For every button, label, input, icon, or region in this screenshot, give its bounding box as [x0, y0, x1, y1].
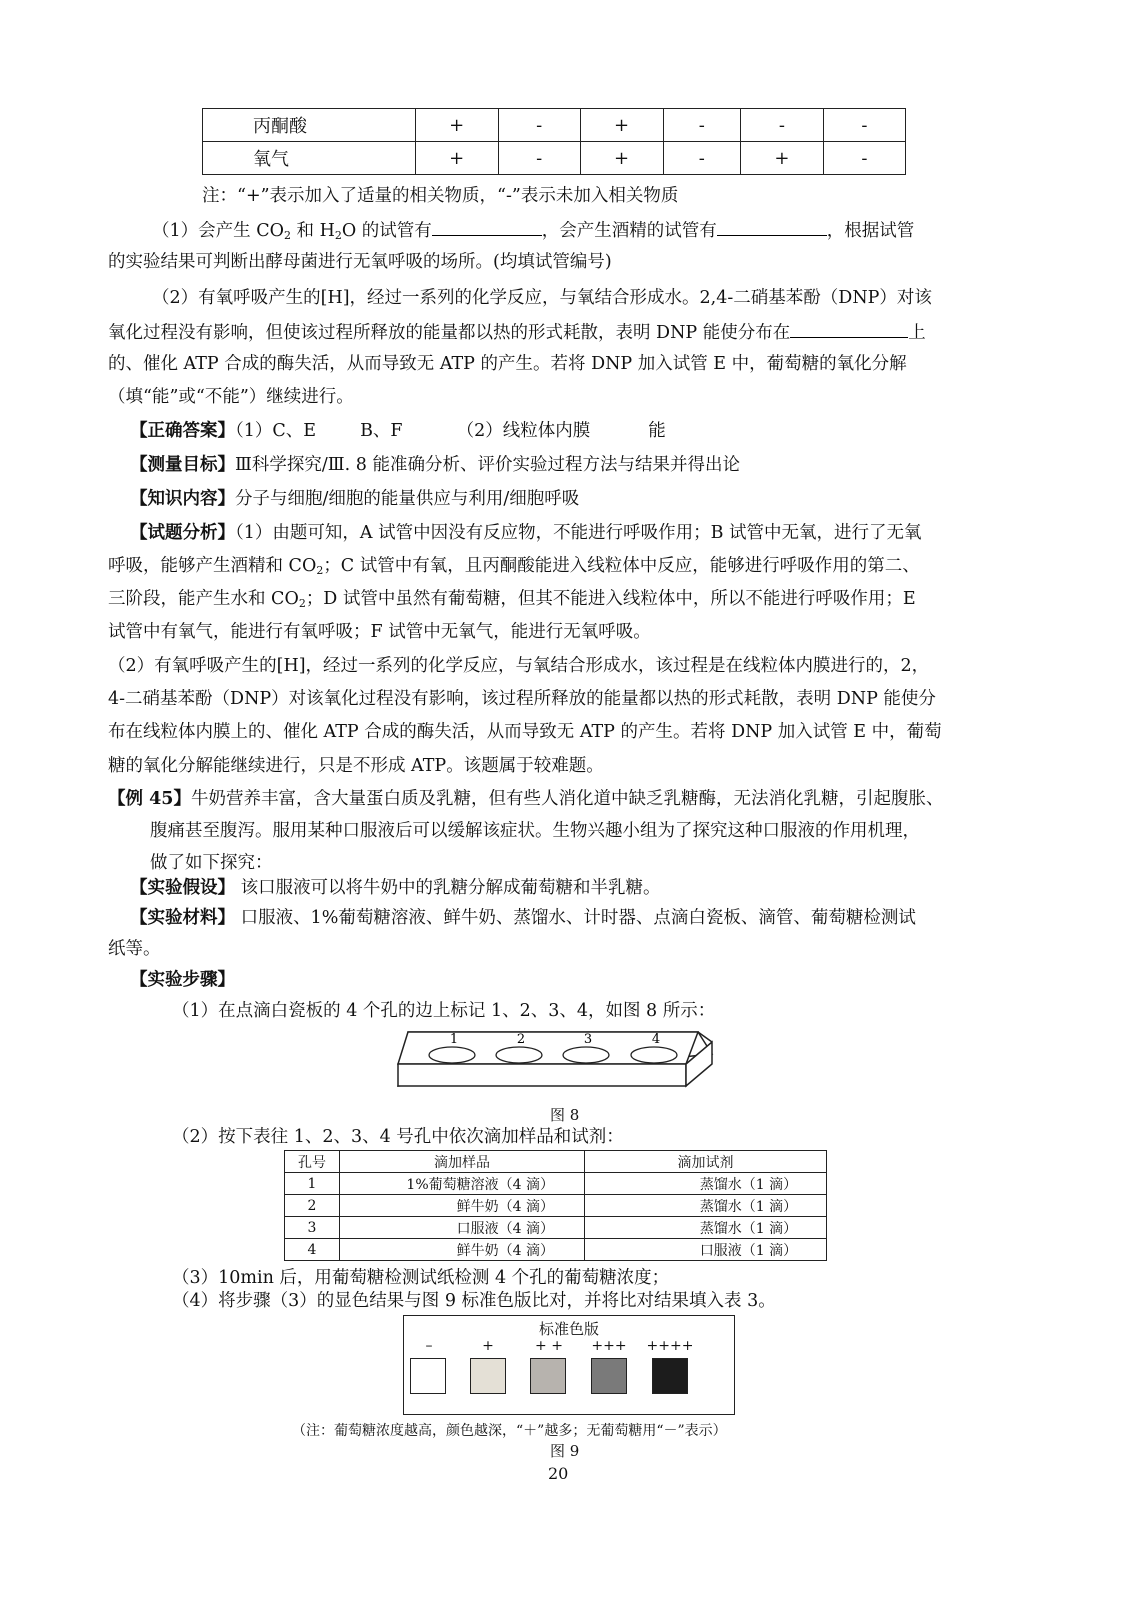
- reagent-table: [202, 108, 906, 175]
- steps-heading: 【实验步骤】: [130, 970, 235, 990]
- level-label: +: [482, 1338, 494, 1354]
- table-row: 氧气 + - + - + -: [203, 142, 906, 175]
- question-1-line-2: 的实验结果可判断出酵母菌进行无氧呼吸的场所。(均填试管编号): [108, 252, 612, 272]
- question-2-line-3: 的、催化 ATP 合成的酶失活，从而导致无 ATP 的产生。若将 DNP 加入试管 E 中，葡萄糖的氧化分解: [108, 354, 907, 374]
- step-2: （2）按下表往 1、2、3、4 号孔中依次滴加样品和试剂：: [172, 1127, 624, 1147]
- analysis-line-3: 三阶段，能产生水和 $CO_2$；D 试管中虽然有葡萄糖，但其不能进入线粒体中，所以不能进行呼吸作用；E: [108, 589, 916, 610]
- table-row: 3 口服液（4 滴） 蒸馏水（1 滴）: [285, 1217, 827, 1239]
- figure-9-caption: 图 9: [550, 1442, 580, 1460]
- table-row: 1 1%葡萄糖溶液（4 滴） 蒸馏水（1 滴）: [285, 1173, 827, 1195]
- knowledge-content: 【知识内容】分子与细胞/细胞的能量供应与利用/细胞呼吸: [130, 489, 580, 509]
- question-1-line-1: （1）会产生 $CO_2$ 和 $H_2O$ 的试管有 ，会产生酒精的试管有 ，根据试管: [152, 221, 915, 242]
- analysis-line-5: （2）有氧呼吸产生的[H]，经过一系列的化学反应，与氧结合形成水，该过程是在线粒体内膜进行的，2，: [108, 656, 930, 676]
- svg-text:1: 1: [449, 1032, 459, 1047]
- svg-text:3: 3: [583, 1032, 593, 1047]
- question-2-line-1: （2）有氧呼吸产生的[H]，经过一系列的化学反应，与氧结合形成水。2,4-二硝基苯酚（DNP）对该: [152, 288, 932, 308]
- analysis-line-2: 呼吸，能够产生酒精和 $CO_2$；C 试管中有氧，且丙酮酸能进入线粒体中反应，能够进行呼吸作用的第二、: [108, 556, 920, 577]
- step-1: （1）在点滴白瓷板的 4 个孔的边上标记 1、2、3、4，如图 8 所示：: [172, 1001, 716, 1021]
- figure-8-caption: 图 8: [550, 1106, 580, 1124]
- materials-line-2: 纸等。: [108, 939, 161, 959]
- step-3: （3）10min 后，用葡萄糖检测试纸检测 4 个孔的葡萄糖浓度；: [172, 1268, 670, 1288]
- hypothesis: 【实验假设】 该口服液可以将牛奶中的乳糖分解成葡萄糖和半乳糖。: [130, 878, 661, 898]
- table-row: 丙酮酸 + - + - - -: [203, 109, 906, 142]
- page-number: 20: [548, 1464, 569, 1483]
- sample-table: [284, 1150, 827, 1261]
- analysis-line-1: 【试题分析】（1）由题可知，A 试管中因没有反应物，不能进行呼吸作用；B 试管中无氧，进行了无氧: [130, 523, 922, 543]
- example-line-2: 腹痛甚至腹泻。服用某种口服液后可以缓解该症状。生物兴趣小组为了探究这种口服液的作用机理，: [150, 821, 920, 841]
- table-row: 2 鲜牛奶（4 滴） 蒸馏水（1 滴）: [285, 1195, 827, 1217]
- example-line-3: 做了如下探究：: [150, 853, 273, 873]
- analysis-line-8: 糖的氧化分解能继续进行，只是不形成 ATP。该题属于较难题。: [108, 756, 604, 776]
- color-swatch: [410, 1358, 446, 1394]
- color-swatch: [530, 1358, 566, 1394]
- question-2-line-2: 氧化过程没有影响，但使该过程所释放的能量都以热的形式耗散，表明 DNP 能使分布在 上: [108, 323, 926, 343]
- analysis-line-6: 4-二硝基苯酚（DNP）对该氧化过程没有影响，该过程所释放的能量都以热的形式耗散，表明 DNP 能使分: [108, 689, 936, 709]
- analysis-line-7: 布在线粒体内膜上的、催化 ATP 合成的酶失活，从而导致无 ATP 的产生。若将 DNP 加入试管 E 中，葡萄: [108, 722, 942, 742]
- step-4: （4）将步骤（3）的显色结果与图 9 标准色版比对，并将比对结果填入表 3。: [172, 1291, 776, 1311]
- table-row: 4 鲜牛奶（4 滴） 口服液（1 滴）: [285, 1239, 827, 1261]
- color-swatch: [470, 1358, 506, 1394]
- spot-plate-figure: [386, 1024, 716, 1100]
- answer-blank[interactable]: [717, 219, 827, 236]
- table-header-row: 孔号 滴加样品 滴加试剂: [285, 1151, 827, 1173]
- svg-text:2: 2: [516, 1032, 526, 1047]
- answer-blank[interactable]: [432, 219, 542, 236]
- materials-line-1: 【实验材料】 口服液、1%葡萄糖溶液、鲜牛奶、蒸馏水、计时器、点滴白瓷板、滴管、葡萄糖检测试: [130, 908, 916, 928]
- color-chart-note: （注：葡萄糖浓度越高，颜色越深，“＋”越多；无葡萄糖用“－”表示）: [292, 1423, 727, 1439]
- color-chart-title: 标准色版: [538, 1320, 599, 1338]
- analysis-line-4: 试管中有氧气，能进行有氧呼吸；F 试管中无氧气，能进行无氧呼吸。: [108, 622, 651, 642]
- color-swatch: [652, 1358, 688, 1394]
- measurement-target: 【测量目标】Ⅲ科学探究/Ⅲ. 8 能准确分析、评价实验过程方法与结果并得出论: [130, 455, 740, 475]
- level-label: +++: [591, 1338, 627, 1354]
- question-2-line-4: （填“能”或“不能”）继续进行。: [108, 387, 354, 407]
- standard-color-chart: [403, 1315, 735, 1415]
- example-line-1: 【例 45】牛奶营养丰富，含大量蛋白质及乳糖，但有些人消化道中缺乏乳糖酶，无法消化乳糖，引起腹胀、: [108, 789, 944, 809]
- level-label: + +: [535, 1338, 563, 1354]
- answer-blank[interactable]: [790, 321, 908, 338]
- table-note: 注：“+”表示加入了适量的相关物质，“-”表示未加入相关物质: [202, 186, 679, 206]
- svg-text:4: 4: [651, 1032, 661, 1047]
- level-label: –: [425, 1338, 433, 1354]
- color-swatch: [591, 1358, 627, 1394]
- correct-answer: 【正确答案】（1）C、E B、F （2）线粒体内膜 能: [130, 421, 666, 441]
- level-label: ++++: [646, 1338, 694, 1354]
